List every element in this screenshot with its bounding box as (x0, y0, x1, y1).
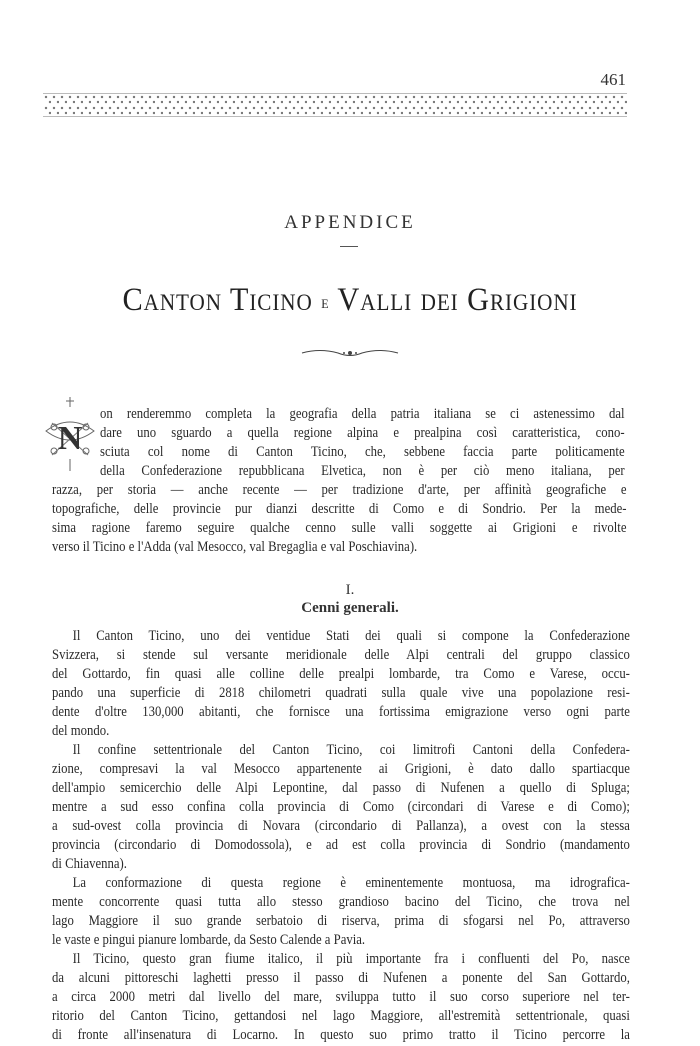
section-number: I. (345, 582, 355, 598)
intro-line: topografiche, delle provincie pur dianzi descritte di Como e di Sondrio. Per la mede- (52, 501, 627, 517)
paragraph-line: mentre a sud esso confina colla provincia di Como (circondari di Varese e di Como); (52, 799, 630, 815)
paragraph-line: Il Ticino, questo gran fiume italico, il più importante fra i confluenti del Po, nasce (72, 951, 630, 967)
paragraph-line: da alcuni pittoreschi laghetti presso il passo di Nufenen a ponente del San Gottardo, (52, 970, 630, 986)
paragraph-line: ritorio del Canton Ticino, gettandosi nel lago Maggiore, all'estremità settentrionale, quasi (52, 1008, 630, 1024)
intro-line: sciuta col nome di Canton Ticino, che, sebbene faccia parte politicamente (100, 444, 625, 460)
intro-line: razza, per storia — anche recente — per tradizione d'arte, per affinità geografiche e (52, 482, 627, 498)
intro-line: on renderemmo completa la geografia della patria italiana se ci astenessimo dal (100, 406, 625, 422)
flourish-ornament (300, 346, 400, 360)
section-title: Cenni generali. (301, 600, 399, 616)
paragraph-line: La conformazione di questa regione è eminentemente montuosa, ma idrografica- (72, 875, 630, 891)
paragraph-line: a circa 2000 metri dal livello del mare, sviluppa tutto il suo corso superiore nel ter- (52, 989, 630, 1005)
paragraph-line: a sud-ovest colla provincia di Novara (circondario di Pallanza), a ovest con la stessa (52, 818, 630, 834)
intro-line: dare uno sguardo a quella regione alpina e prealpina così caratteristica, cono- (100, 425, 625, 441)
decorated-initial-icon (42, 393, 98, 473)
paragraph-line: di fronte all'insenatura di Locarno. In questo suo primo tratto il Ticino percorre la (52, 1027, 630, 1043)
short-rule (340, 246, 358, 247)
paragraph-line: del Gottardo, fin quasi alle colline delle prealpi lombarde, tra Como e Varese, occu- (52, 666, 630, 682)
paragraph-line: pando una superficie di 2818 chilometri quadrati sulla quale vive una popolazione resi- (52, 685, 630, 701)
paragraph-line: dell'ampio semicerchio delle Alpi Lepontine, dal passo di Nufenen a quello di Spluga; (52, 780, 630, 796)
paragraph-line: zione, compresavi la val Mesocco appartenente ai Grigioni, è dato dallo spartiacque (52, 761, 630, 777)
paragraph-line: Il confine settentrionale del Canton Ticino, coi limitrofi Cantoni della Confedera- (72, 742, 630, 758)
paragraph-line: le vaste e pingui pianure lombarde, da Sesto Calende a Pavia. (52, 932, 366, 948)
paragraph-line: del mondo. (52, 723, 110, 739)
paragraph-line: Svizzera, si stende sul versante meridionale delle Alpi centrali del gruppo classico (52, 647, 630, 663)
main-title (28, 282, 672, 319)
intro-line: della Confederazione repubblicana Elvetica, non è per ciò meno italiana, per (100, 463, 625, 479)
paragraph-line: di Chiavenna). (52, 856, 127, 872)
intro-line: sima ragione faremo seguire qualche cenno sulle valli soggette ai Grigioni e rivolte (52, 520, 627, 536)
paragraph-line: mente concorrente quasi tutta allo stesso grandioso bacino del Ticino, che trova nel (52, 894, 630, 910)
ornamental-header-band (43, 93, 627, 117)
paragraph-line: provincia (circondario di Domodossola), e ad est colla provincia di Sondrio (mandamento (52, 837, 630, 853)
paragraph-line: lago Maggiore il suo grande serbatoio di riserva, prima di sfogarsi nel Po, attraverso (52, 913, 630, 929)
paragraph-line: dente d'oltre 130,000 abitanti, che fornisce una fortissima emigrazione verso ogni parte (52, 704, 630, 720)
dropcap-letter: N (57, 420, 83, 457)
intro-line: verso il Ticino e l'Adda (val Mesocco, val Bregaglia e val Poschiavina). (52, 539, 418, 555)
appendix-heading: APPENDICE (284, 212, 416, 233)
title-part-1: Canton Ticino (122, 282, 313, 318)
title-connector: e (321, 291, 330, 312)
title-part-2: Valli dei Grigioni (337, 282, 578, 318)
paragraph-line: Il Canton Ticino, uno dei ventidue Stati dei quali si compone la Confederazione (72, 628, 630, 644)
page-number: 461 (600, 70, 626, 89)
